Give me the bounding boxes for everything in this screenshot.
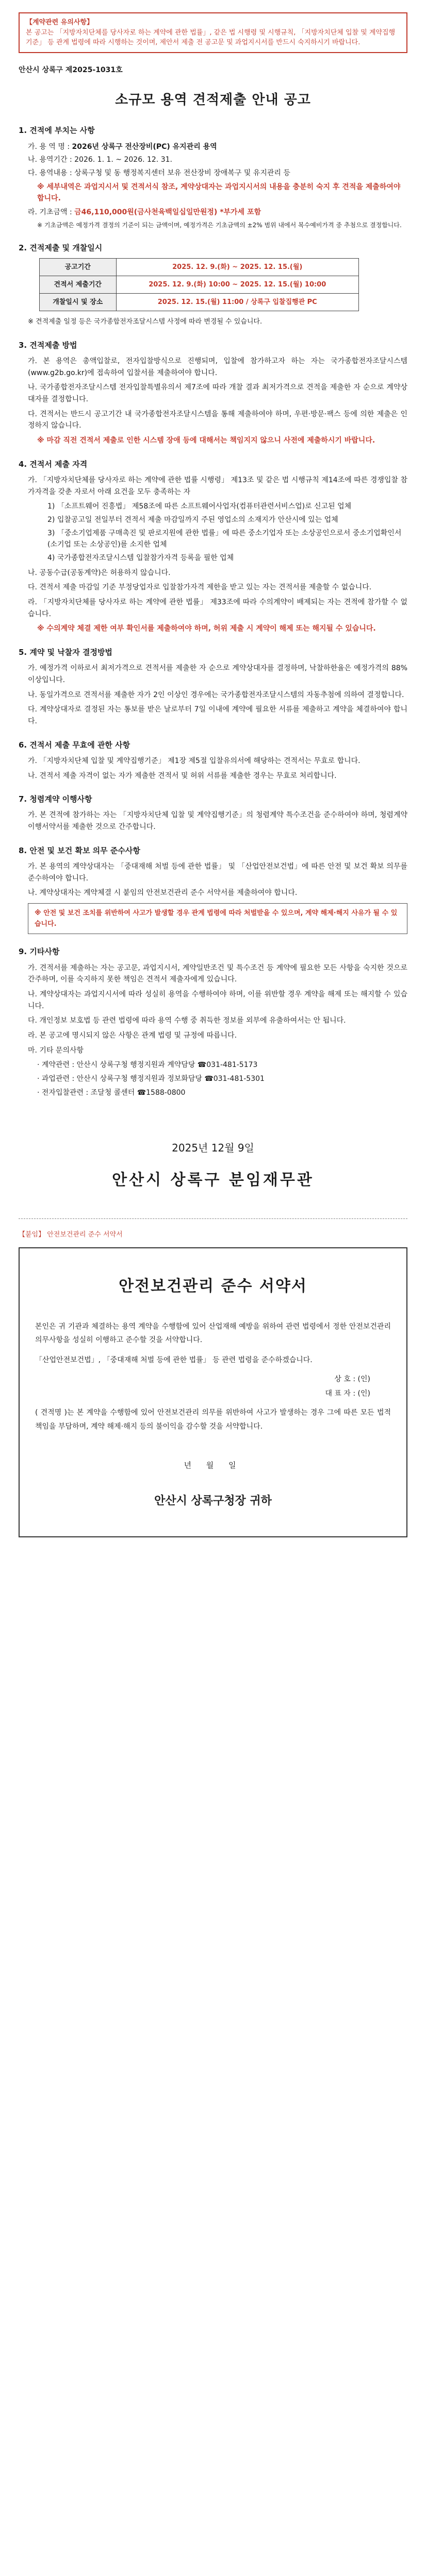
contact-contract: · 계약관련 : 안산시 상록구청 행정지원과 계약담당 ☎031-481-5173 [37, 1061, 258, 1070]
s4-paragraph: 다. 견적서 제출 마감일 기준 부정당업자로 입찰참가자격 제한을 받고 있는 자는 견적서를 제출할 수 없습니다. [28, 583, 372, 592]
s3-warning: ※ 마감 직전 견적서 제출로 인한 시스템 장애 등에 대해서는 책임지지 않으니 사전에 제출하시기 바랍니다. [37, 436, 375, 445]
notice-text: 본 공고는 「지방자치단체를 당사자로 하는 계약에 관한 법률」, 같은 법 시행령 및 시행규칙, 「지방자치단체 입찰 및 계약집행기준」 등 관계 법령에 따라 시행하는 것이며, 제안서 제출 전 공고문 및 과업지시서를 반드시 숙지하시기 바랍니다. [26, 28, 396, 46]
s5-paragraph: 다. 계약상대자로 결정된 자는 통보를 받은 날로부터 7일 이내에 계약에 필요한 서류를 제출하고 계약을 체결하여야 합니다. [28, 705, 407, 725]
base-price: 금46,110,000원(금사천육백일십일만원정) *부가세 포함 [74, 208, 261, 216]
s9-paragraph: 마. 기타 문의사항 [28, 1046, 84, 1055]
s7-paragraph: 가. 본 견적에 참가하는 자는 「지방자치단체 입찰 및 계약집행기준」의 청렴계약 특수조건을 준수하여야 하며, 청렴계약 이행서약서를 제출한 것으로 간주합니다. [28, 811, 407, 832]
s9-paragraph: 나. 계약상대자는 과업지시서에 따라 성실히 용역을 수행하여야 하며, 이를 위반할 경우 계약을 해제 또는 해지할 수 있습니다. [28, 990, 407, 1010]
base-price-label: 라. 기초금액 : [28, 208, 72, 216]
attachment-label: 【붙임】 안전보건관리 준수 서약서 [19, 1231, 123, 1239]
s4-note: ※ 수의계약 체결 제한 여부 확인서를 제출하여야 하며, 허위 제출 시 계약이 해제 또는 해지될 수 있습니다. [37, 624, 376, 633]
service-name-row [28, 141, 407, 153]
section-8-heading: 8. 안전 및 보건 확보 의무 준수사항 [19, 845, 140, 855]
s4-paragraph: 가. 「지방자치단체를 당사자로 하는 계약에 관한 법률 시행령」 제13조 및 같은 법 시행규칙 제14조에 따른 경쟁입찰 참가자격을 갖춘 자로서 아래 요건을 모두 충족하는 자 [28, 476, 407, 496]
pledge-title: 안전보건관리 준수 서약서 [119, 1277, 307, 1296]
section-5-heading: 5. 계약 및 낙찰자 결정방법 [19, 647, 112, 657]
s8-warning-box: ※ 안전 및 보건 조치를 위반하여 사고가 발생할 경우 관계 법령에 따라 처벌받을 수 있으며, 계약 해제·해지 사유가 될 수 있습니다. [28, 903, 407, 934]
pledge-paragraph: 본인은 귀 기관과 체결하는 용역 계약을 수행함에 있어 산업재해 예방을 위하여 관련 법령에서 정한 안전보건관리 의무사항을 성실히 이행하고 준수할 것을 서약합니다. [35, 1322, 391, 1345]
pledge-paragraph: ( 견적명 )는 본 계약을 수행함에 있어 안전보건관리 의무를 위반하여 사고가 발생하는 경우 그에 따른 모든 법적 책임을 부담하며, 계약 해제·해지 등의 불이익을 감수할 것을 서약합니다. [35, 1409, 391, 1431]
pledge-sign-representative: 대 표 자 : (인) [325, 1389, 370, 1398]
pledge-date: 년 월 일 [184, 1461, 242, 1470]
issuing-organization: 안산시 상록구 분임재무관 [112, 1171, 314, 1189]
schedule-value-notice: 2025. 12. 9.(화) ~ 2025. 12. 15.(월) [116, 259, 359, 276]
schedule-table [39, 258, 359, 311]
s3-paragraph: 다. 견적서는 반드시 공고기간 내 국가종합전자조달시스템을 통해 제출하여야 하며, 우편·방문·팩스 등에 의한 제출은 인정하지 않습니다. [28, 410, 407, 430]
section-6-heading: 6. 견적서 제출 무효에 관한 사항 [19, 740, 130, 750]
page-title: 소규모 용역 견적제출 안내 공고 [115, 92, 311, 108]
s4-item: 3) 「중소기업제품 구매촉진 및 판로지원에 관한 법률」에 따른 중소기업자 또는 소상공인으로서 중소기업확인서(소기업 또는 소상공인)를 소지한 업체 [47, 529, 402, 549]
section-4-heading: 4. 견적서 제출 자격 [19, 459, 88, 469]
document-number: 안산시 상록구 제2025-1031호 [19, 65, 123, 74]
contact-e-bid: · 전자입찰관련 : 조달청 콜센터 ☎1588-0800 [37, 1088, 186, 1097]
table-row [40, 276, 359, 294]
schedule-value-opening: 2025. 12. 15.(월) 11:00 / 상록구 입찰집행관 PC [116, 294, 359, 311]
divider [19, 1218, 407, 1219]
service-name: 2026년 상록구 전산장비(PC) 유지관리 용역 [72, 142, 217, 151]
s4-paragraph: 나. 공동수급(공동계약)은 허용하지 않습니다. [28, 568, 171, 577]
schedule-note: ※ 견적제출 일정 등은 국가종합전자조달시스템 사정에 따라 변경될 수 있습니다. [28, 318, 263, 326]
s9-paragraph: 라. 본 공고에 명시되지 않은 사항은 관계 법령 및 규정에 따릅니다. [28, 1031, 237, 1040]
s6-paragraph: 나. 견적서 제출 자격이 없는 자가 제출한 견적서 및 허위 서류를 제출한 경우는 무효로 처리합니다. [28, 771, 337, 780]
s8-paragraph: 나. 계약상대자는 계약체결 시 붙임의 안전보건관리 준수 서약서를 제출하여야 합니다. [28, 889, 298, 897]
schedule-label-notice: 공고기간 [40, 259, 117, 276]
scope-note: ※ 세부내역은 과업지시서 및 견적서식 참조, 계약상대자는 과업지시서의 내용을 충분히 숙지 후 견적을 제출하여야 합니다. [37, 182, 401, 203]
section-1-heading: 1. 견적에 부치는 사항 [19, 126, 95, 135]
section-3-heading: 3. 견적제출 방법 [19, 340, 77, 350]
section-7-heading: 7. 청렴계약 이행사항 [19, 794, 92, 804]
pledge-paragraph: 「산업안전보건법」, 「중대재해 처벌 등에 관한 법률」 등 관련 법령을 준수하겠습니다. [35, 1356, 313, 1365]
schedule-value-submit: 2025. 12. 9.(화) 10:00 ~ 2025. 12. 15.(월) 10:00 [116, 276, 359, 294]
schedule-label-submit: 견적서 제출기간 [40, 276, 117, 294]
s9-paragraph: 다. 개인정보 보호법 등 관련 법령에 따라 용역 수행 중 취득한 정보를 외부에 유출하여서는 안 됩니다. [28, 1016, 346, 1025]
service-period: 2026. 1. 1. ~ 2026. 12. 31. [74, 156, 172, 164]
schedule-label-opening: 개찰일시 및 장소 [40, 294, 117, 311]
s4-item: 4) 국가종합전자조달시스템 입찰참가자격 등록을 필한 업체 [47, 553, 234, 562]
service-scope: 상록구청 및 동 행정복지센터 보유 전산장비 장애복구 및 유지관리 등 [74, 168, 290, 177]
service-scope-label: 다. 용역내용 : [28, 168, 72, 177]
service-period-row [28, 154, 407, 166]
service-scope-row [28, 167, 407, 179]
section-2-heading: 2. 견적제출 및 개찰일시 [19, 243, 103, 253]
table-row [40, 294, 359, 311]
table-row [40, 259, 359, 276]
contract-notice-box [19, 12, 407, 53]
section-9-heading: 9. 기타사항 [19, 947, 60, 957]
price-note: ※ 기초금액은 예정가격 결정의 기준이 되는 금액이며, 예정가격은 기초금액의 ±2% 범위 내에서 복수예비가격 중 추첨으로 결정합니다. [37, 221, 402, 229]
s9-paragraph: 가. 견적서를 제출하는 자는 공고문, 과업지시서, 계약일반조건 및 특수조건 등 계약에 필요한 모든 사항을 숙지한 것으로 간주하며, 이를 숙지하지 못한 책임은 견적서 제출자에게 있습니다. [28, 963, 407, 984]
s8-paragraph: 가. 본 용역의 계약상대자는 「중대재해 처벌 등에 관한 법률」 및 「산업안전보건법」에 따른 안전 및 보건 확보 의무를 준수하여야 합니다. [28, 862, 407, 883]
s5-paragraph: 가. 예정가격 이하로서 최저가격으로 견적서를 제출한 자 순으로 계약상대자를 결정하며, 낙찰하한율은 예정가격의 88% 이상입니다. [28, 664, 407, 684]
s5-paragraph: 나. 동일가격으로 견적서를 제출한 자가 2인 이상인 경우에는 국가종합전자조달시스템의 자동추첨에 의하여 결정합니다. [28, 690, 404, 699]
s6-paragraph: 가. 「지방자치단체 입찰 및 계약집행기준」 제1장 제5절 입찰유의서에 해당하는 견적서는 무효로 합니다. [28, 756, 361, 765]
safety-pledge-form [19, 1247, 407, 1537]
pledge-sign-company: 상 호 : (인) [334, 1375, 370, 1383]
pledge-recipient: 안산시 상록구청장 귀하 [154, 1495, 272, 1508]
s4-paragraph: 라. 「지방자치단체를 당사자로 하는 계약에 관한 법률」 제33조에 따라 수의계약이 배제되는 자는 견적에 참가할 수 없습니다. [28, 598, 407, 618]
notice-title: 【계약관련 유의사항】 [26, 19, 93, 26]
s3-paragraph: 가. 본 용역은 총액입찰로, 전자입찰방식으로 진행되며, 입찰에 참가하고자 하는 자는 국가종합전자조달시스템(www.g2b.go.kr)에 접속하여 입찰서를 제출하여야 합니다. [28, 357, 407, 377]
base-price-row [28, 207, 407, 218]
s3-paragraph: 나. 국가종합전자조달시스템 전자입찰특별유의서 제7조에 따라 개찰 결과 최저가격으로 견적을 제출한 자 순으로 계약상대자를 결정합니다. [28, 383, 407, 403]
contact-task: · 과업관련 : 안산시 상록구청 행정지원과 정보화담당 ☎031-481-5301 [37, 1074, 265, 1083]
notice-date: 2025년 12월 9일 [172, 1142, 254, 1155]
service-name-label: 가. 용 역 명 : [28, 142, 70, 151]
service-period-label: 나. 용역기간 : [28, 156, 72, 164]
s4-item: 2) 입찰공고일 전일부터 견적서 제출 마감일까지 주된 영업소의 소재지가 안산시에 있는 업체 [47, 515, 338, 524]
s4-item: 1) 「소프트웨어 진흥법」 제58조에 따른 소프트웨어사업자(컴퓨터관련서비스업)로 신고된 업체 [47, 502, 352, 511]
